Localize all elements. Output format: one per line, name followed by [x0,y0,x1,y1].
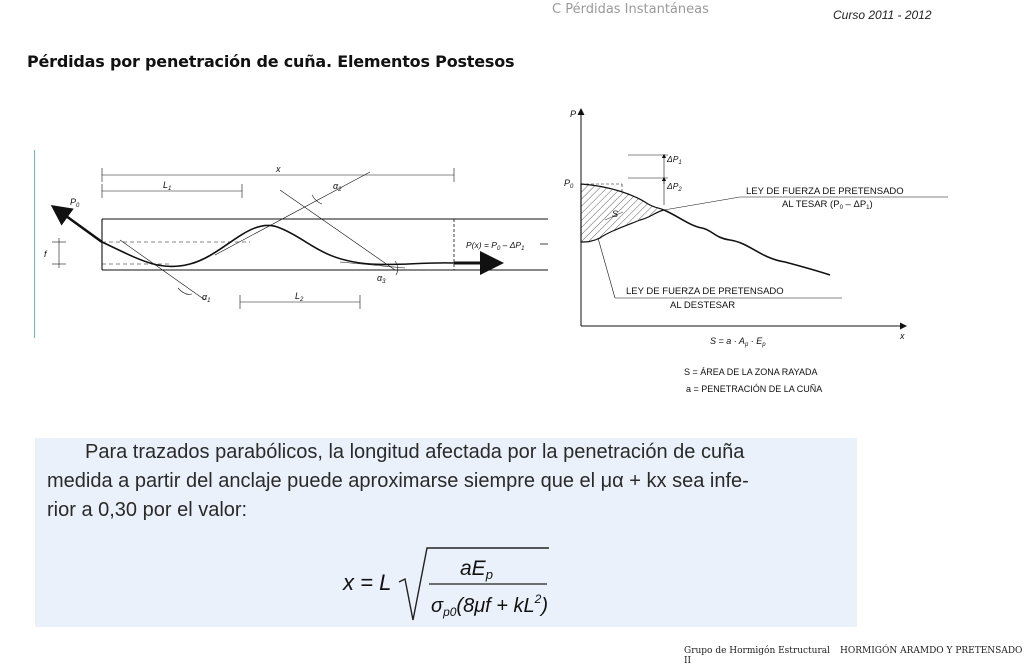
svg-text:α1: $\alpha_1$ [202,292,211,304]
svg-text:L1: $L_1$ [163,180,172,192]
paragraph-line-1: Para trazados parabólicos, la longitud afectada por la penetración de cuña [85,441,745,463]
tesar-curve [664,210,830,275]
note-s-area: S = ÁREA DE LA ZONA RAYADA [684,367,818,377]
svg-text:ΔP2: $\Delta P_2$ [667,181,682,193]
l1-label: L [163,180,169,190]
page-title: Pérdidas por penetración de cuña. Elementos Postesos [27,52,515,71]
explanation-panel [35,438,857,627]
s-formula: $S = a \cdot A_p \cdot E_p$ [710,336,766,348]
footer-group: Grupo de Hormigón Estructural [684,646,830,656]
formula-numerator: aEp [460,557,493,582]
ley-tesar-line1: LEY DE FUERZA DE PRETENSADO [746,186,904,197]
p0-arrow [55,208,102,242]
svg-text:α2: $\alpha_2$ [333,181,342,193]
svg-text:P0: $P_0$ [70,197,80,209]
ley-destesar-line2: AL DESTESAR [670,300,736,311]
alpha2-label: α [333,181,339,191]
paragraph-line-2: medida a partir del anclaje puede aproximarse siempre que el μα + kx sea infe- [47,470,749,492]
svg-text:ΔP1: $\Delta P_1$ [667,154,682,166]
paragraph-line-3: rior a 0,30 por el valor: [47,499,248,521]
explanation-paragraph [47,438,847,525]
formula-lhs: x = L [343,570,392,595]
p0-label: P [564,178,571,188]
svg-text:P0: $P_0$ [564,178,574,190]
course-year: Curso 2011 - 2012 [833,8,932,22]
alpha1-label: α [202,292,208,302]
svg-text:α3: $\alpha_3$ [377,273,386,285]
tendon-curve [102,225,454,266]
svg-text:L2: $L_2$ [295,291,304,303]
hatched-area [581,184,664,242]
section-header: C Pérdidas Instantáneas [552,2,709,17]
dp1-label: ΔP [667,154,679,164]
s-mark: S [612,209,619,219]
prestress-force-diagram [560,100,960,400]
x-label: x [276,164,281,174]
dp2-label: ΔP [667,181,679,191]
l2-label: L [295,291,301,301]
f-label: f [44,249,47,259]
alpha3-label: α [377,273,383,283]
accent-divider [34,150,35,338]
ley-destesar-line1: LEY DE FUERZA DE PRETENSADO [626,286,784,297]
px-label: $P(x) = P_0 - \Delta P_1$ [466,240,525,252]
footer-course: HORMIGÓN ARAMDO Y PRETENSADO II [684,646,1023,666]
x-axis-label: x [900,331,905,341]
note-a-penetration: a = PENETRACIÓN DE LA CUÑA [686,384,823,394]
wedge-length-formula [335,542,605,624]
p-axis-label: P [570,109,577,119]
footer [684,646,1024,666]
p0-label: P [70,197,77,207]
ley-tesar-line2: AL TESAR $(P_0 - \Delta P_1)$ [782,199,873,211]
tendon-profile-figure [40,160,560,310]
formula-denominator: $\sigma_{p0}(8\mu f + kL^2)$ [431,592,548,619]
